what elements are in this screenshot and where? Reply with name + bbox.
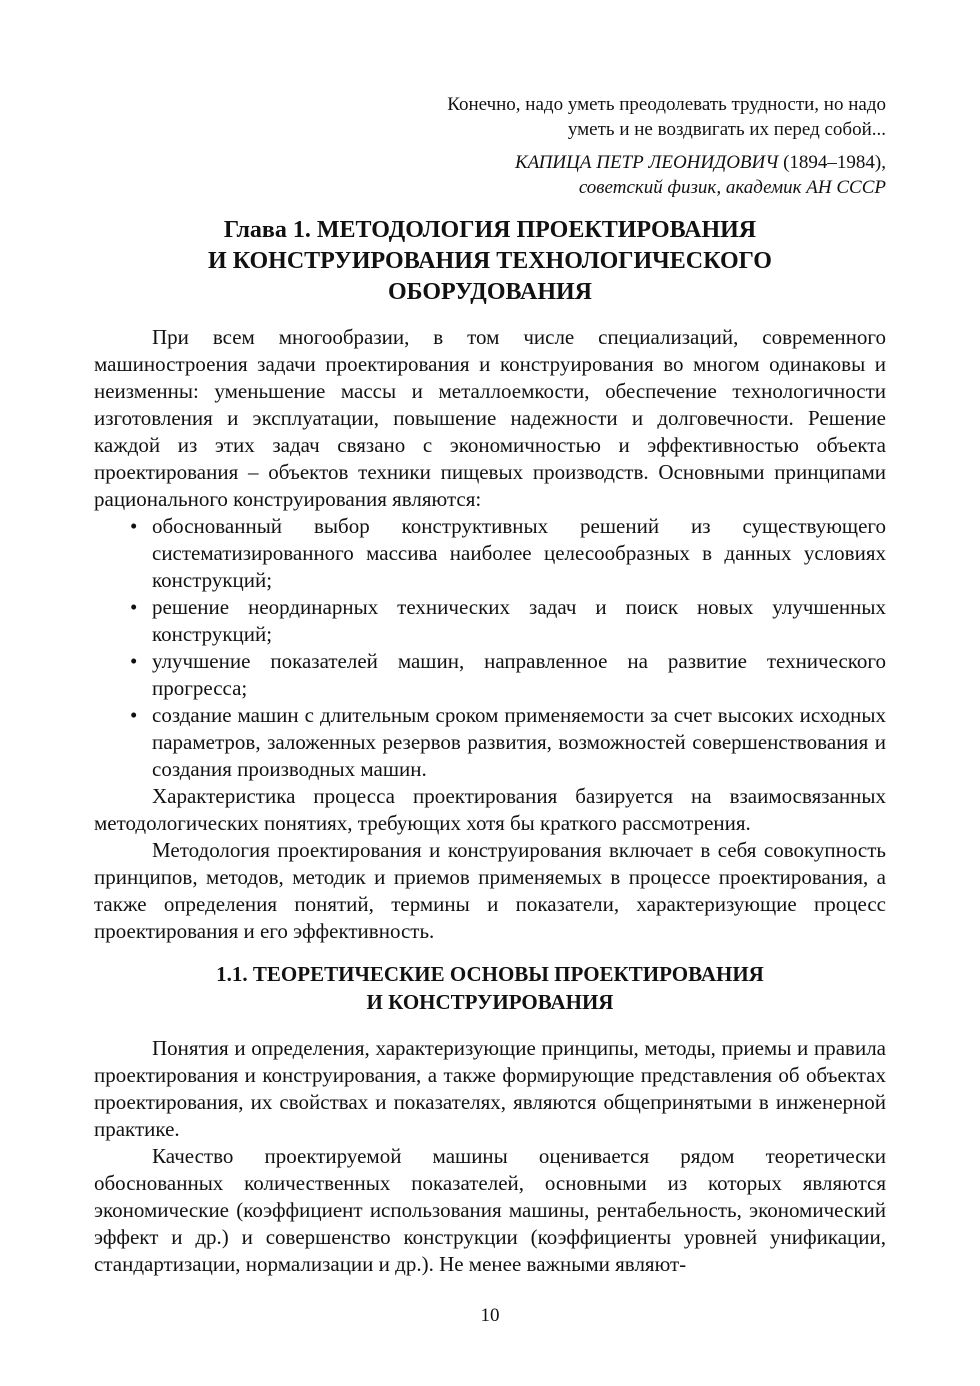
paragraph: Качество проектируемой машины оценивается рядом теоретически обоснованных количественных показателей, основными из которых являются экономические (коэффициент использования машины, рентабельность, экономический эффект и др.) и совершенство конструкции (коэффициенты уровней унификации, стандартизации, нормализации и др.). Не менее важными являют- [94, 1144, 886, 1276]
list-item [130, 594, 886, 648]
epigraph-quote-line: уметь и не воздвигать их перед собой... [567, 119, 886, 140]
chapter-title-line: ОБОРУДОВАНИЯ [388, 279, 592, 305]
list-item [130, 513, 886, 594]
bullet-icon: • [130, 649, 138, 673]
bullet-icon: • [130, 703, 138, 727]
paragraph: Характеристика процесса проектирования базируется на взаимосвязанных методологических понятиях, требующих хотя бы краткого рассмотрения. [94, 784, 886, 835]
list-item-text: обоснованный выбор конструктивных решений из существующего систематизированного массива наиболее целесообразных в данных условиях конструкций; [152, 514, 886, 592]
section-body [94, 1035, 886, 1278]
epigraph-years: (1894–1984), [783, 152, 886, 173]
bullet-icon: • [130, 595, 138, 619]
epigraph-attribution [94, 150, 886, 200]
list-item-text: улучшение показателей машин, направленное на развитие технического прогресса; [152, 649, 886, 700]
section-title-line: 1.1. ТЕОРЕТИЧЕСКИЕ ОСНОВЫ ПРОЕКТИРОВАНИЯ [216, 962, 764, 986]
paragraph: Методология проектирования и конструирования включает в себя совокупность принципов, методов, методик и приемов применяемых в процессе проектирования, а также определения понятий, термины и показатели, характеризующие процесс проектирования и его эффективность. [94, 838, 886, 943]
chapter-title-line: И КОНСТРУИРОВАНИЯ ТЕХНОЛОГИЧЕСКОГО [208, 248, 772, 274]
list-item-text: создание машин с длительным сроком применяемости за счет высоких исходных параметров, заложенных резервов развития, возможностей совершенствования и создания производных машин. [152, 703, 886, 781]
chapter-body [94, 324, 886, 945]
list-item-text: решение неординарных технических задач и поиск новых улучшенных конструкций; [152, 595, 886, 646]
list-item [130, 648, 886, 702]
bullet-icon: • [130, 514, 138, 538]
intro-paragraph: При всем многообразии, в том числе специализаций, современного машиностроения задачи проектирования и конструирования во многом одинаковы и неизменны: уменьшение массы и металлоемкости, обеспечение технологичности изготовления и эксплуатации, повышение надежности и долговечности. Решение каждой из этих задач связано с экономичностью и эффективностью объекта проектирования – объектов техники пищевых производств. Основными принципами рационального конструирования являются: [94, 325, 886, 511]
page-number: 10 [480, 1305, 500, 1326]
section-title [94, 960, 886, 1016]
chapter-title-line: Глава 1. МЕТОДОЛОГИЯ ПРОЕКТИРОВАНИЯ [223, 217, 757, 243]
chapter-title [94, 215, 886, 308]
section-title-line: И КОНСТРУИРОВАНИЯ [366, 990, 614, 1014]
epigraph [94, 92, 886, 200]
epigraph-author-description: советский физик, академик АН СССР [578, 177, 886, 198]
principles-list [94, 513, 886, 783]
list-item [130, 702, 886, 783]
epigraph-quote-line: Конечно, надо уметь преодолевать трудности, но надо [447, 94, 886, 115]
epigraph-author: КАПИЦА ПЕТР ЛЕОНИДОВИЧ [514, 152, 779, 173]
paragraph: Понятия и определения, характеризующие принципы, методы, приемы и правила проектирования и конструирования, а также формирующие представления об объектах проектирования, их свойствах и показателях, являются общепринятыми в инженерной практике. [94, 1036, 886, 1141]
